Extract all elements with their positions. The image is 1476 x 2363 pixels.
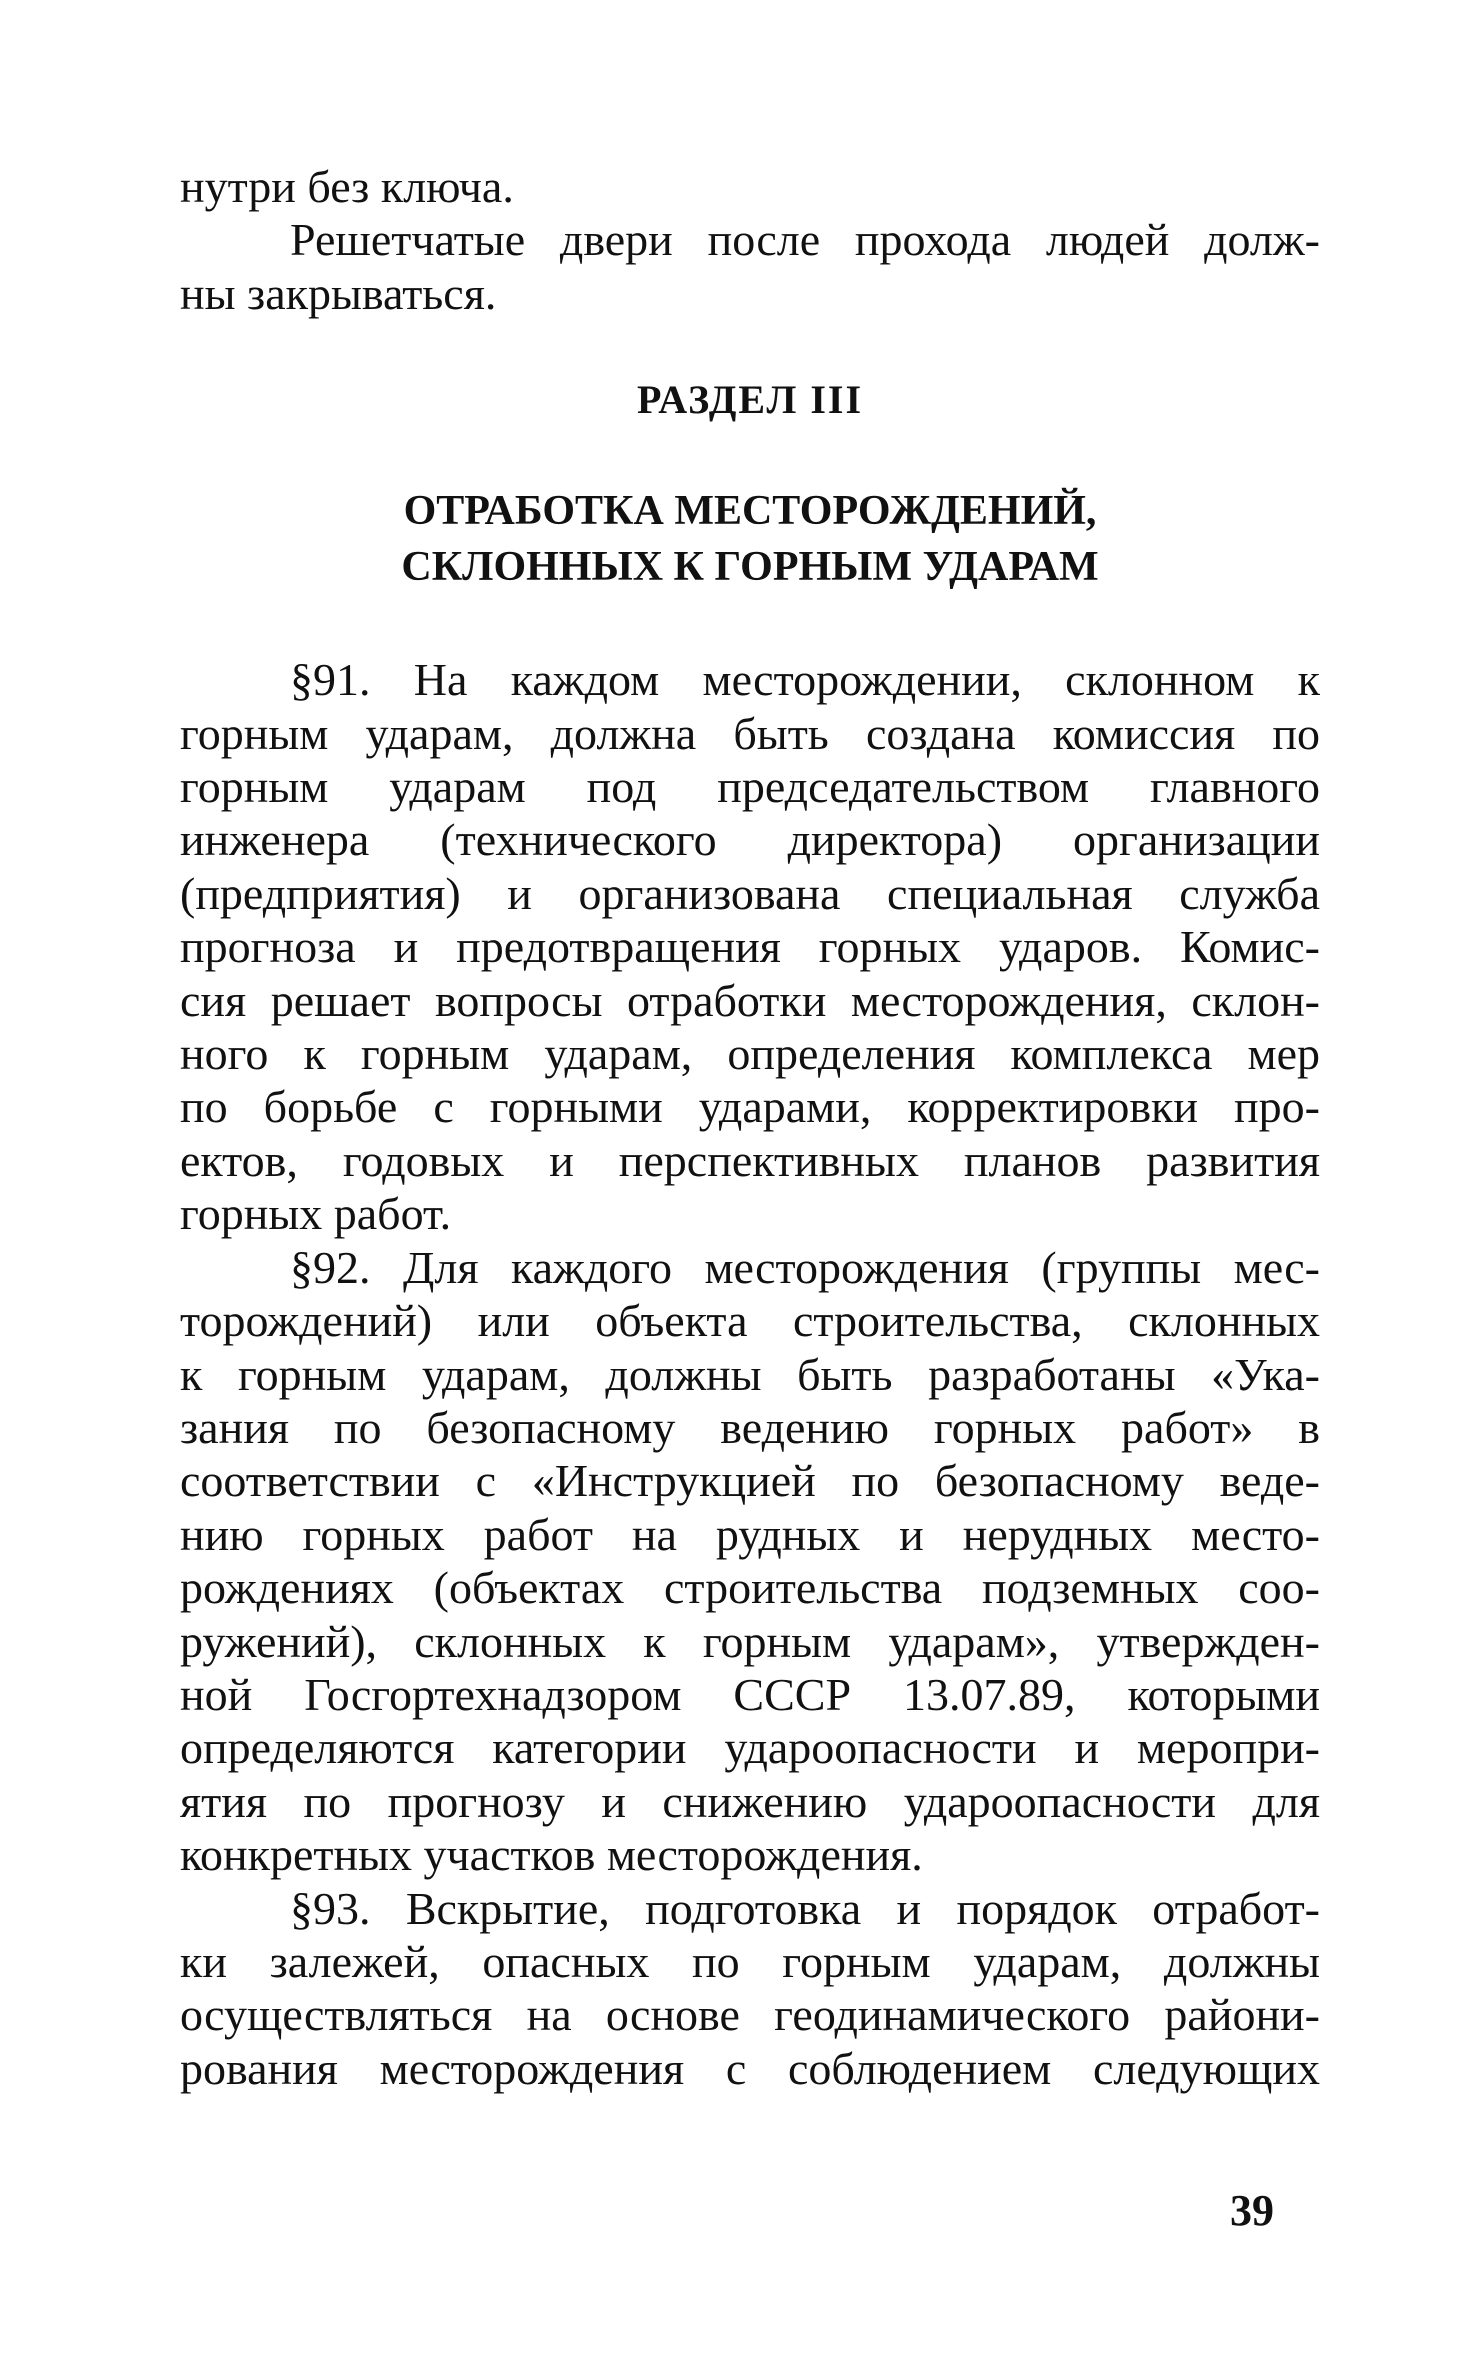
p92-line: торождений) или объекта строительства, склонных xyxy=(180,1295,1320,1347)
paragraph-92 xyxy=(180,1241,1320,1882)
page-number: 39 xyxy=(1230,2186,1274,2235)
intro-block xyxy=(180,160,1320,320)
p92-line: §92. Для каждого месторождения (группы мес- xyxy=(290,1241,1320,1293)
paragraph-93 xyxy=(180,1882,1320,2096)
p93-line: осуществляться на основе геодинамического райони- xyxy=(180,1989,1320,2041)
p91-line: сия решает вопросы отработки месторождения, склон- xyxy=(180,974,1320,1026)
p91-line: ектов, годовых и перспективных планов развития xyxy=(180,1134,1320,1186)
p92-line: нию горных работ на рудных и нерудных место- xyxy=(180,1508,1320,1560)
intro-line-2: Решетчатые двери после прохода людей долж- xyxy=(290,214,1320,266)
intro-line-1: нутри без ключа. xyxy=(180,161,514,212)
p91-line: горным ударам под председательством главного xyxy=(180,761,1320,813)
p91-line: горным ударам, должна быть создана комиссия по xyxy=(180,707,1320,759)
p92-line: зания по безопасному ведению горных работ» в xyxy=(180,1401,1320,1453)
p93-line: ки залежей, опасных по горным ударам, должны xyxy=(180,1935,1320,1987)
p91-line: прогноза и предотвращения горных ударов. Комис- xyxy=(180,921,1320,973)
section-title-line-2: СКЛОННЫХ К ГОРНЫМ УДАРАМ xyxy=(401,544,1099,591)
page-body xyxy=(180,160,1320,2095)
p93-line: §93. Вскрытие, подготовка и порядок отработ- xyxy=(290,1882,1320,1934)
p93-line: рования месторождения с соблюдением следующих xyxy=(180,2042,1320,2094)
p91-line: ного к горным ударам, определения комплекса мер xyxy=(180,1028,1320,1080)
p92-line: соответствии с «Инструкцией по безопасному веде- xyxy=(180,1455,1320,1507)
p91-line: (предприятия) и организована специальная служба xyxy=(180,867,1320,919)
p92-line: ружений), склонных к горным ударам», утвержден- xyxy=(180,1615,1320,1667)
p92-line: к горным ударам, должны быть разработаны «Ука- xyxy=(180,1348,1320,1400)
p91-line: горных работ. xyxy=(180,1188,452,1240)
p91-line: §91. На каждом месторождении, склонном к xyxy=(290,654,1320,706)
section-title xyxy=(180,483,1320,595)
section-label: РАЗДЕЛ III xyxy=(636,377,864,423)
p92-line: ятия по прогнозу и снижению удароопасности для xyxy=(180,1775,1320,1827)
p92-line: рождениях (объектах строительства подземных соо- xyxy=(180,1562,1320,1614)
p92-line: определяются категории удароопасности и меропри- xyxy=(180,1722,1320,1774)
section-title-line-1: ОТРАБОТКА МЕСТОРОЖДЕНИЙ, xyxy=(403,488,1097,535)
p92-line: конкретных участков месторождения. xyxy=(180,1829,923,1881)
paragraph-91 xyxy=(180,653,1320,1240)
p92-line: ной Госгортехнадзором СССР 13.07.89, которыми xyxy=(180,1668,1320,1720)
intro-line-3: ны закрываться. xyxy=(180,267,497,319)
p91-line: инженера (технического директора) организации xyxy=(180,814,1320,866)
p91-line: по борьбе с горными ударами, корректировки про- xyxy=(180,1081,1320,1133)
